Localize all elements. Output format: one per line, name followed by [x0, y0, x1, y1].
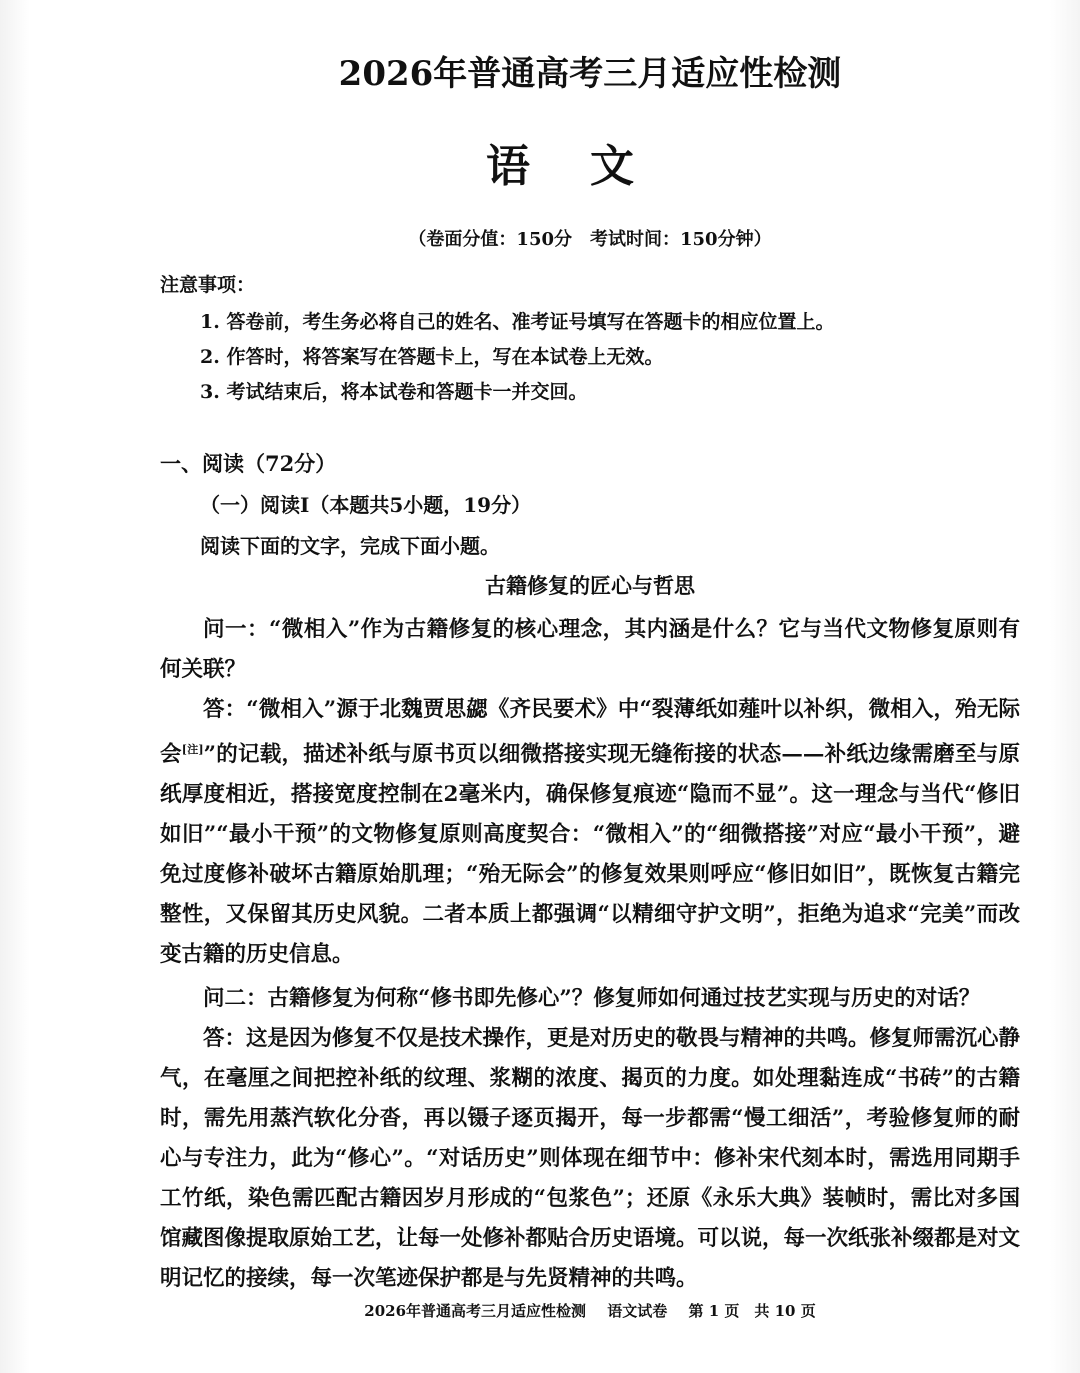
notes-list — [200, 305, 834, 410]
answer-1-pre: 答：“微相入”源于北魏贾思勰《齐民要术》中“裂薄纸如薤叶以补织，微相入，殆无际会 — [160, 697, 1020, 768]
question-1: 问一：“微相入”作为古籍修复的核心理念，其内涵是什么？它与当代文物修复原则有何关联？ — [160, 617, 1020, 682]
subsection-title: （一）阅读Ⅰ（本题共5小题，19分） — [200, 493, 532, 517]
footnote-marker: [注] — [181, 743, 204, 756]
note-item: 3. 考试结束后，将本试卷和答题卡一并交回。 — [200, 381, 588, 403]
instruction: 阅读下面的文字，完成下面小题。 — [200, 534, 500, 558]
notes-heading: 注意事项： — [160, 274, 256, 296]
answer-2: 答：这是因为修复不仅是技术操作，更是对历史的敬畏与精神的共鸣。修复师需沉心静气，在毫厘之间把控补纸的纹理、浆糊的浓度、揭页的力度。如处理黏连成“书砖”的古籍时，需先用蒸汽软化分沓，再以镊子逐页揭开，每一步都需“慢工细活”，考验修复师的耐心与专注力，此为“修心”。“对话历史”则体现在细节中：修补宋代刻本时，需选用同期手工竹纸，染色需匹配古籍因岁月形成的“包浆色”；还原《永乐大典》装帧时，需比对多国馆藏图像提取原始工艺，让每一处修补都贴合历史语境。可以说，每一次纸张补缀都是对文明记忆的接续，每一次笔迹保护都是与先贤精神的共鸣。 — [160, 1026, 1021, 1292]
section-title: 一、阅读（72分） — [160, 451, 337, 476]
exam-meta: （卷面分值：150分 考试时间：150分钟） — [408, 229, 772, 250]
page-footer — [0, 1300, 1080, 1321]
footer-exam: 2026年普通高考三月适应性检测 — [364, 1302, 587, 1320]
footer-page: 第 1 页 共 10 页 — [688, 1302, 816, 1320]
subject-title: 语文 — [486, 141, 694, 192]
answer-1 — [160, 690, 1020, 975]
exam-title: 2026年普通高考三月适应性检测 — [338, 54, 842, 94]
note-item: 2. 作答时，将答案写在答题卡上，写在本试卷上无效。 — [200, 346, 664, 368]
article-body — [160, 610, 1020, 1299]
article-title: 古籍修复的匠心与哲思 — [485, 573, 695, 598]
answer-1-post: ”的记载，描述补纸与原书页以细微搭接实现无缝衔接的状态——补纸边缘需磨至与原纸厚度相近，搭接宽度控制在2毫米内，确保修复痕迹“隐而不显”。这一理念与当代“修旧如旧”“最小干预”的文物修复原则高度契合：“微相入”的“细微搭接”对应“最小干预”，避免过度修补破坏古籍原始肌理；“殆无际会”的修复效果则呼应“修旧如旧”，既恢复古籍完整性，又保留其历史风貌。二者本质上都强调“以精细守护文明”，拒绝为追求“完美”而改变古籍的历史信息。 — [160, 742, 1020, 968]
footer-paper: 语文试卷 — [607, 1302, 668, 1320]
question-2: 问二：古籍修复为何称“修书即先修心”？修复师如何通过技艺实现与历史的对话？ — [203, 986, 981, 1012]
note-item: 1. 答卷前，考生务必将自己的姓名、准考证号填写在答题卡的相应位置上。 — [200, 311, 835, 333]
